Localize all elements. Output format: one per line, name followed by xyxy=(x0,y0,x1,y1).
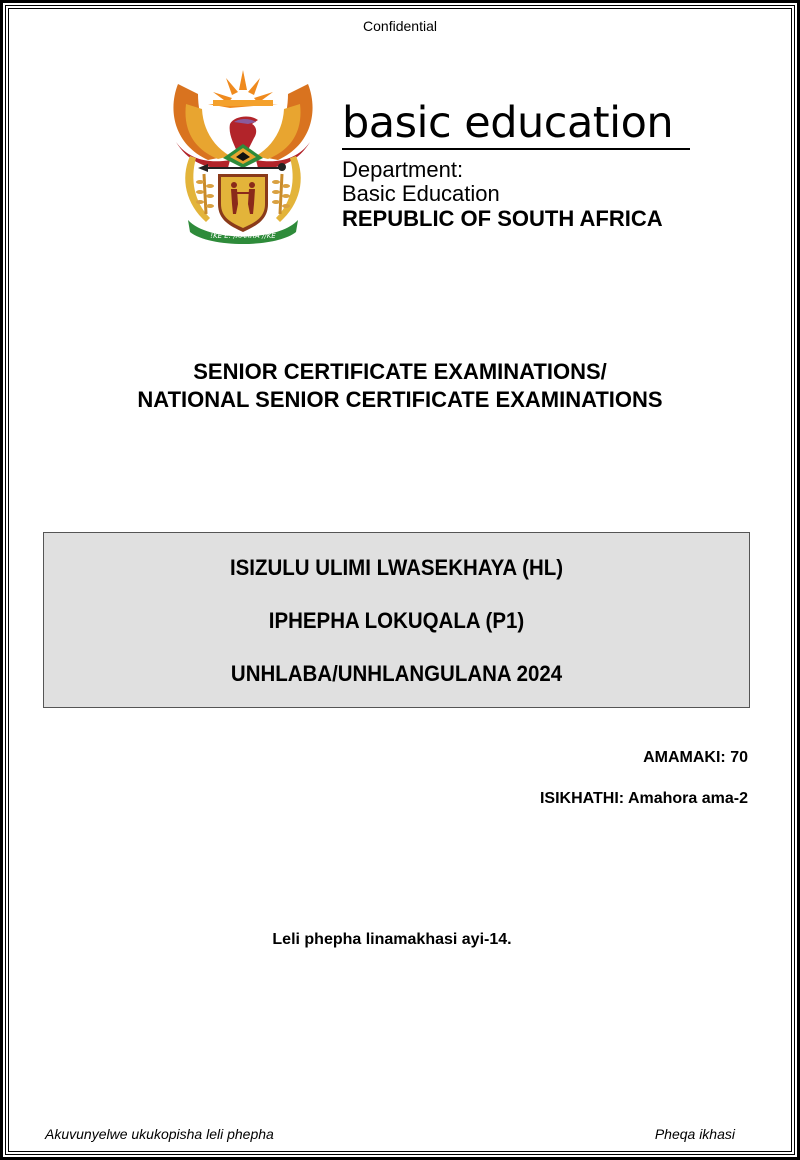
brand-rule xyxy=(342,148,690,150)
coat-of-arms-icon xyxy=(168,64,318,244)
turn-page-note: Pheqa ikhasi xyxy=(654,1126,735,1142)
subject-name: ISIZULU ULIMI LWASEKHAYA (HL) xyxy=(229,555,564,580)
copyright-notice: Akuvunyelwe ukukopisha leli phepha xyxy=(45,1126,274,1142)
confidential-label: Confidential xyxy=(363,18,437,34)
subject-box xyxy=(43,532,750,708)
exam-title-line2: NATIONAL SENIOR CERTIFICATE EXAMINATIONS xyxy=(137,387,663,412)
exam-session: UNHLABA/UNHLANGULANA 2024 xyxy=(230,661,563,686)
page-count-note: Leli phepha linamakhasi ayi-14. xyxy=(272,931,512,948)
exam-duration: ISIKHATHI: Amahora ama-2 xyxy=(539,790,748,807)
department-brand xyxy=(342,98,692,232)
exam-title-line1: SENIOR CERTIFICATE EXAMINATIONS/ xyxy=(193,359,607,384)
country-name: REPUBLIC OF SOUTH AFRICA xyxy=(342,206,663,231)
total-marks: AMAMAKI: 70 xyxy=(643,749,748,766)
department-label: Department: xyxy=(342,157,464,182)
exam-title xyxy=(0,358,800,414)
paper-number: IPHEPHA LOKUQALA (P1) xyxy=(268,608,525,633)
department-name: Basic Education xyxy=(342,181,500,206)
brand-title: basic education xyxy=(342,98,674,148)
svg-text:!KE E: /XARRA //KE: !KE E: /XARRA //KE xyxy=(210,232,276,240)
